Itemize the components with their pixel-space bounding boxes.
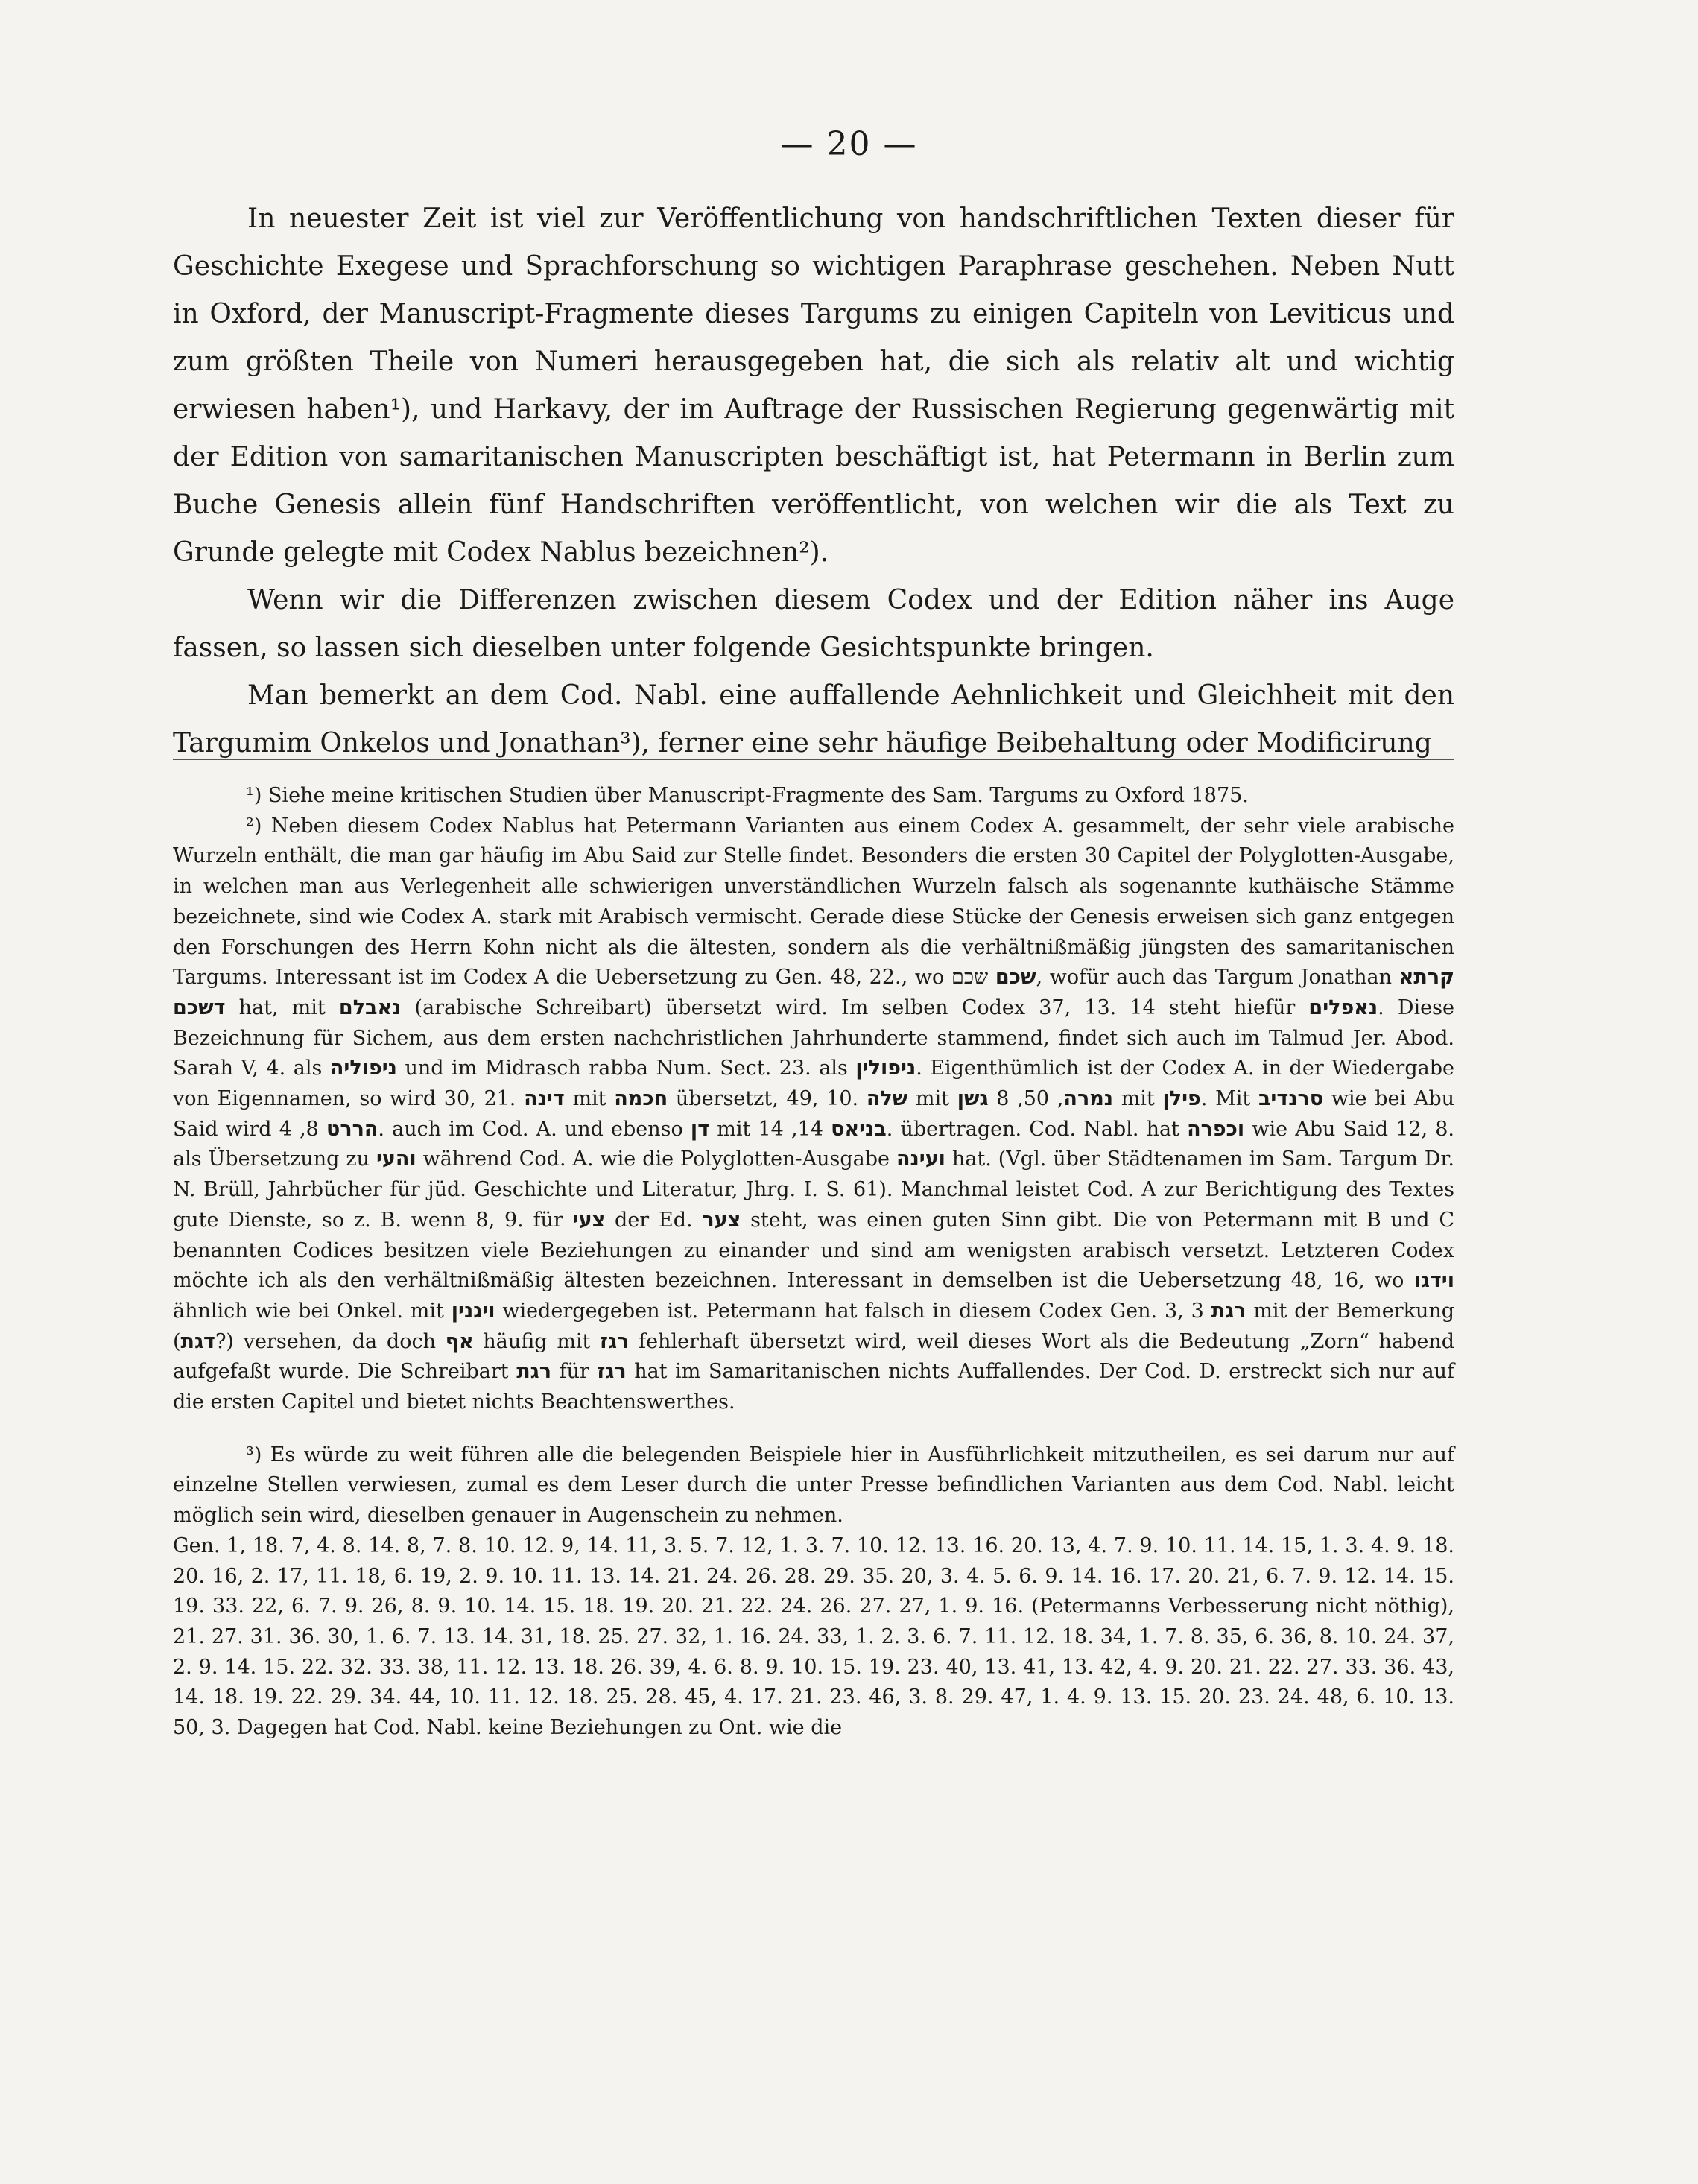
fn2-text: hat. (Vgl. über Städtenamen im Sam. Targum Dr. N. Brüll, Jahrbücher für jüd. Geschichte und Literatur, Jhrg. I. S. 61). Manchmal leistet Cod. A zur Berichtigung des Textes gute Dienste, so z. B. wenn 8, 9. für: [173, 1148, 1454, 1232]
fn2-text: steht, was einen guten Sinn gibt. Die von Petermann mit B und C benannten Codices besitzen viele Beziehungen zu einander und sind am wenigsten arabisch versetzt. Letzteren Codex möchte ich als den verhältnißmäßig ältesten bezeichnen. Interessant in demselben ist die Uebersetzung 48, 16, wo: [173, 1208, 1455, 1293]
fn2-text: ?) versehen, da doch: [215, 1329, 436, 1353]
hebrew-term: ויגנין: [451, 1299, 495, 1323]
hebrew-term: רגת: [516, 1360, 551, 1384]
fn2-text: ²) Neben diesem Codex Nablus hat Petermann Varianten aus einem Codex A. gesammelt, der sehr viele arabische Wurzeln enthält, die man gar häufig im Abu Said zur Stelle findet. Besonders die ersten 30 Capitel der Polyglotten-Ausgabe, in welchen man aus Verlegenheit alle schwierigen unverständlichen Wurzeln falsch als sogenannte kuthäische Stämme bezeichnete, sind wie Codex A. stark mit Arabisch vermischt. Gerade diese Stücke der Genesis erweisen sich ganz entgegen den Forschungen des Herrn Kohn nicht als die ältesten, sondern als die verhältnißmäßig jüngsten des samaritanischen Targums. Interessant ist im Codex A die Uebersetzung zu Gen. 48, 22., wo: [173, 814, 1454, 990]
main-text: [173, 195, 1454, 767]
fn2-text: (arabische Schreibart) übersetzt wird. Im selben Codex 37, 13. 14 steht hiefür: [414, 996, 1296, 1019]
fn2-text: mit der Bemerkung (: [173, 1299, 1455, 1353]
fn2-text: hat im Samaritanischen nichts Auffallendes. Der Cod. D. erstreckt sich nur auf die ersten Capitel und bietet nichts Beachtenswerthes.: [173, 1360, 1455, 1414]
fn2-text: für: [559, 1360, 589, 1384]
fn2-text: . Eigenthümlich ist der Codex A. in der Wiedergabe von Eigennamen, so wird 30, 21.: [173, 1057, 1454, 1111]
fn2-text: fehlerhaft übersetzt wird, weil dieses Wort als die Bedeutung „Zorn“ habend aufgefaßt wurde. Die Schreibart: [173, 1329, 1454, 1384]
fn2-text: übersetzt, 49, 10.: [675, 1087, 859, 1111]
hebrew-term: רגז: [597, 1360, 627, 1384]
footnote-2: [173, 811, 1454, 1418]
hebrew-term: שלה: [866, 1087, 908, 1111]
hebrew-term: שכם: [995, 966, 1036, 990]
footnotes: [173, 781, 1454, 1744]
paragraph-2: Wenn wir die Differenzen zwischen diesem Codex und der Edition näher ins Auge fassen, so lassen sich dieselben unter folgende Gesichtspunkte bringen.: [173, 585, 1454, 663]
hebrew-term: פילן: [1162, 1087, 1201, 1111]
footnote-3: ³) Es würde zu weit führen alle die belegenden Beispiele hier in Ausführlichkeit mitzutheilen, es sei darum nur auf einzelne Stellen verwiesen, zumal es dem Leser durch die unter Presse befindlichen Varianten aus dem Cod. Nabl. leicht möglich sein wird, dieselben genauer in Augenschein zu nehmen.: [173, 1443, 1454, 1528]
paragraph-1: In neuester Zeit ist viel zur Veröffentlichung von handschriftlichen Texten dieser für Geschichte Exegese und Sprachforschung so wichtigen Paraphrase geschehen. Neben Nutt in Oxford, der Manuscript-Fragmente dieses Targums zu einigen Capiteln von Leviticus und zum größten Theile von Numeri herausgegeben hat, die sich als relativ alt und wichtig erwiesen haben¹), und Harkavy, der im Auftrage der Russischen Regierung gegenwärtig mit der Edition von samaritanischen Manuscripten beschäftigt ist, hat Petermann in Berlin zum Buche Genesis allein fünf Handschriften veröffentlicht, von welchen wir die als Text zu Grunde gelegte mit Codex Nablus bezeichnen²).: [173, 203, 1454, 568]
footnote-divider: [173, 759, 1454, 760]
hebrew-term: דגת: [180, 1329, 215, 1353]
hebrew-term: הררט: [326, 1117, 378, 1141]
hebrew-term: והעי: [376, 1148, 416, 1171]
hebrew-term: ועינה: [896, 1148, 945, 1171]
fn2-text: שכם, wofür auch das Targum Jonathan: [951, 966, 1392, 990]
fn2-text: während Cod. A. wie die Polyglotten-Ausgabe: [422, 1148, 890, 1171]
fn2-text: 8, 4. auch im Cod. A. und ebenso: [279, 1117, 683, 1141]
hebrew-term: וידגו: [1413, 1269, 1454, 1293]
paragraph-3: Man bemerkt an dem Cod. Nabl. eine auffallende Aehnlichkeit und Gleichheit mit den Targumim Onkelos und Jonathan³), ferner eine sehr häufige Beibehaltung oder Modificirung: [173, 680, 1454, 759]
fn2-text: 14, 14. übertragen. Cod. Nabl. hat: [758, 1117, 1179, 1141]
hebrew-term: חכמה: [614, 1087, 668, 1111]
hebrew-term: ניפולין: [855, 1057, 916, 1080]
hebrew-term: נאפלים: [1308, 996, 1378, 1019]
fn2-text: und im Midrasch rabba Num. Sect. 23. als: [405, 1057, 848, 1080]
hebrew-term: גשן: [957, 1087, 989, 1111]
fn2-text: . Diese Bezeichnung für Sichem, aus dem ersten nachchristlichen Jahrhunderte stammend, findet sich auch im Talmud Jer. Abod. Sarah V, 4. als: [173, 996, 1454, 1080]
fn2-text: mit: [915, 1087, 949, 1111]
page-number: — 20 —: [780, 125, 918, 163]
hebrew-term: וכפרה: [1187, 1117, 1245, 1141]
hebrew-term: נאבלם: [338, 996, 402, 1019]
fn2-text: der Ed.: [615, 1208, 693, 1232]
fn2-text: mit: [572, 1087, 606, 1111]
hebrew-term: דן: [690, 1117, 710, 1141]
hebrew-term: אף: [445, 1329, 474, 1353]
fn2-text: wie bei Abu Said wird: [173, 1087, 1455, 1141]
hebrew-term: ניפוליה: [329, 1057, 397, 1080]
verse-references: Gen. 1, 18. 7, 4. 8. 14. 8, 7. 8. 10. 12. 9, 14. 11, 3. 5. 7. 12, 1. 3. 7. 10. 12. 13. 16. 20. 13, 4. 7. 9. 10. 11. 14. 15, 1. 3. 4. 9. 18. 20. 16, 2. 17, 11. 18, 6. 19, 2. 9. 10. 11. 13. 14. 21. 24. 26. 28. 29. 35. 20, 3. 4. 5. 6. 9. 14. 16. 17. 20. 21, 6. 7. 9. 12. 14. 15. 19. 33. 22, 6. 7. 9. 26, 8. 9. 10. 14. 15. 18. 19. 20. 21. 22. 24. 26. 27. 27, 1. 9. 16. (Petermanns Verbesserung nicht nöthig), 21. 27. 31. 36. 30, 1. 6. 7. 13. 14. 31, 18. 25. 27. 32, 1. 16. 24. 33, 1. 2. 3. 6. 7. 11. 12. 18. 34, 1. 7. 8. 35, 6. 36, 8. 10. 24. 37, 2. 9. 14. 15. 22. 32. 33. 38, 11. 12. 13. 18. 26. 39, 4. 6. 8. 9. 10. 15. 19. 23. 40, 13. 41, 13. 42, 4. 9. 20. 21. 22. 27. 33. 36. 43, 14. 18. 19. 22. 29. 34. 44, 10. 11. 12. 18. 25. 28. 45, 4. 17. 21. 23. 46, 3. 8. 29. 47, 1. 4. 9. 13. 15. 20. 23. 24. 48, 6. 10. 13. 50, 3. Dagegen hat Cod. Nabl. keine Beziehungen zu Ont. wie die: [173, 1533, 1454, 1740]
fn2-text: wie Abu Said 12, 8. als Übersetzung zu: [173, 1117, 1455, 1171]
hebrew-term: נמרה: [1063, 1087, 1113, 1111]
fn2-text: wiedergegeben ist. Petermann hat falsch in diesem Codex Gen. 3, 3: [502, 1299, 1204, 1323]
hebrew-term: קרתא דשכם: [173, 966, 1454, 1019]
fn2-text: , 50, 8: [996, 1087, 1064, 1111]
hebrew-term: רגת: [1211, 1299, 1246, 1323]
hebrew-term: רגז: [600, 1329, 630, 1353]
hebrew-term: סרנדיב: [1258, 1087, 1324, 1111]
fn2-text: . Mit: [1200, 1087, 1251, 1111]
hebrew-term: בניאס: [831, 1117, 887, 1141]
fn2-text: mit: [717, 1117, 751, 1141]
fn2-text: mit: [1121, 1087, 1155, 1111]
fn2-text: hat, mit: [238, 996, 326, 1019]
fn2-text: ähnlich wie bei Onkel. mit: [173, 1299, 444, 1323]
hebrew-term: צעי: [572, 1208, 606, 1232]
fn2-text: häufig mit: [483, 1329, 591, 1353]
footnote-1: ¹) Siehe meine kritischen Studien über Manuscript-Fragmente des Sam. Targums zu Oxford 1875.: [246, 784, 1249, 807]
hebrew-term: דינה: [524, 1087, 565, 1111]
hebrew-term: צער: [702, 1208, 741, 1232]
